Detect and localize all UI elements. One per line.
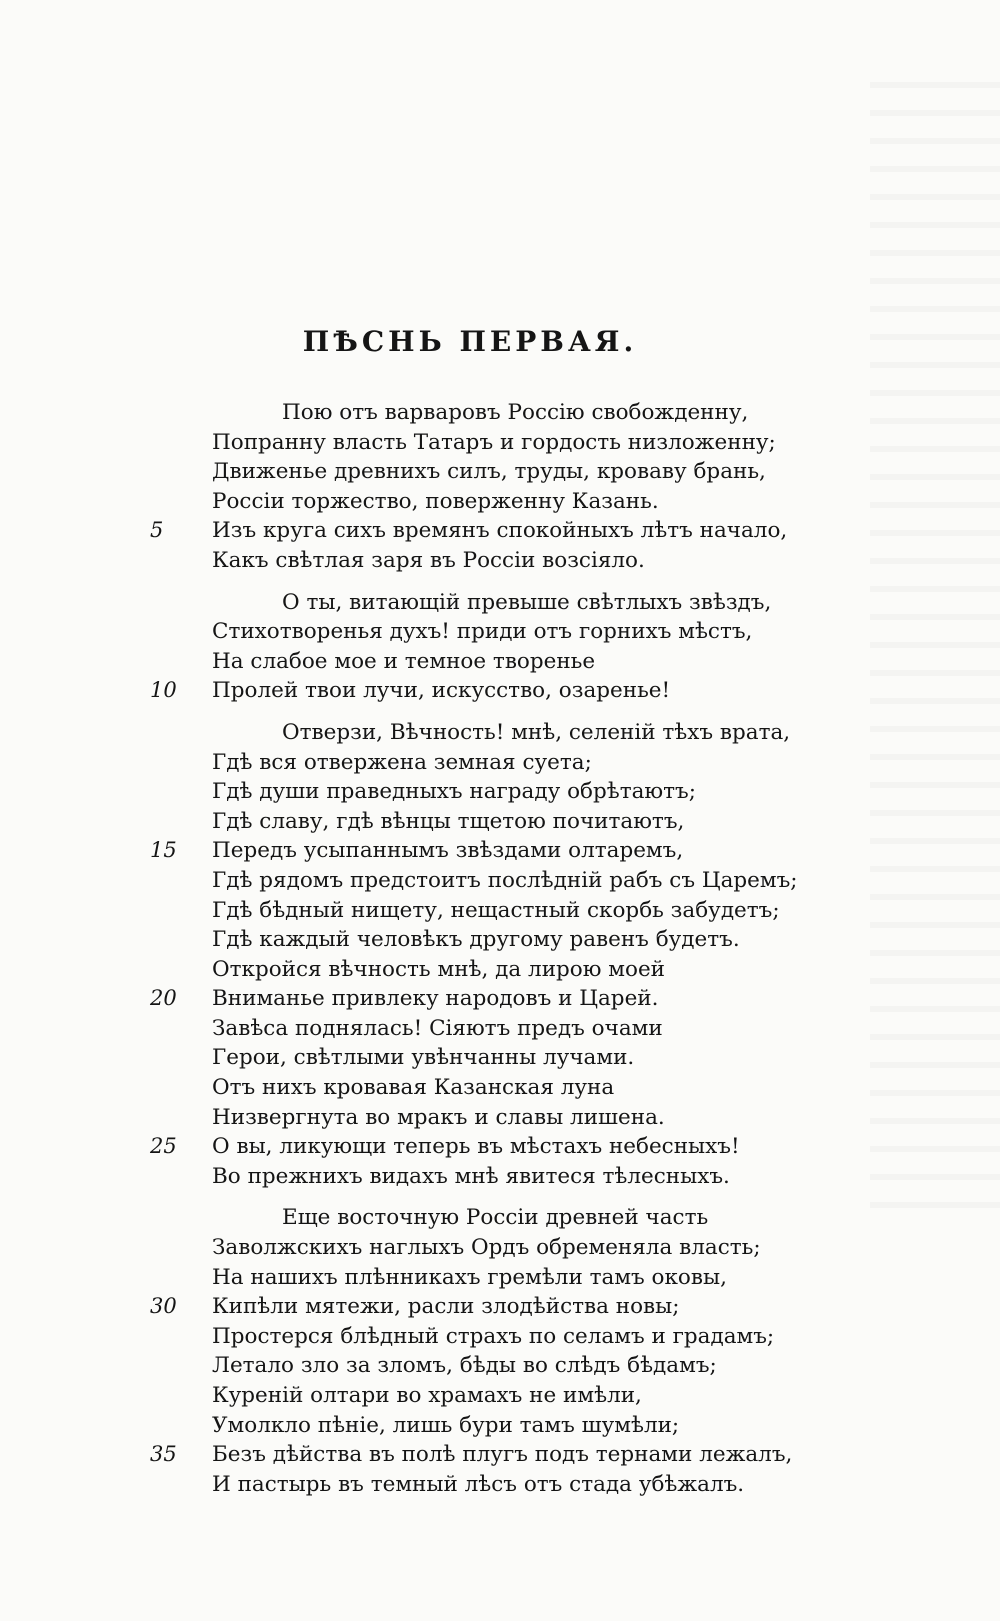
verse-text: Гдѣ бѣдный нищету, нещастный скорбь забудетъ; [212,897,780,923]
verse-text: Гдѣ души праведныхъ награду обрѣтаютъ; [212,779,696,805]
verse-line [0,487,1000,517]
verse-text: Пою отъ варваровъ Россію свобожденну, [282,400,749,425]
verse-text: Изъ круга сихъ времянъ спокойныхъ лѣтъ начало, [212,518,788,544]
verse-line [0,457,1000,487]
verse-text: О ты, витающій превыше свѣтлыхъ звѣздъ, [282,589,772,615]
verse-line [0,1043,1000,1073]
verse-text: Еще восточную Россіи древней часть [282,1205,709,1231]
verse-text: Гдѣ славу, гдѣ вѣнцы тщетою почитаютъ, [212,808,685,834]
verse-text: Отверзи, Вѣчность! мнѣ, селеній тѣхъ врата, [282,719,791,745]
verse-text: Россіи торжество, поверженну Казань. [212,488,659,514]
verse-line [0,647,1000,677]
verse-text: Вниманье привлеку народовъ и Царей. [212,986,659,1012]
verse-line [0,836,1000,866]
verse-line [0,1233,1000,1263]
verse-line [0,925,1000,955]
verse-text: Герои, свѣтлыми увѣнчанны лучами. [212,1045,635,1071]
stanza [0,398,1000,576]
verse-text: Простерся блѣдный страхъ по селамъ и градамъ; [212,1323,775,1349]
verse-line [0,1162,1000,1192]
verse-line [0,955,1000,985]
verse-line [0,718,1000,748]
line-number: 15 [150,838,177,863]
verse-text: Движенье древнихъ силъ, труды, кроваву брань, [212,459,766,485]
verse-line [0,1470,1000,1500]
verse-line [0,777,1000,807]
line-number: 5 [150,518,164,543]
verse-text: Безъ дѣйства въ полѣ плугъ подъ тернами лежалъ, [212,1442,793,1468]
verse-text: На слабое мое и темное творенье [212,648,596,674]
verse-text: Летало зло за зломъ, бѣды во слѣдъ бѣдамъ; [212,1353,717,1379]
line-number: 10 [150,678,177,703]
verse-line [0,1351,1000,1381]
verse-line [0,617,1000,647]
verse-line [0,1014,1000,1044]
verse-line [0,866,1000,896]
verse-line [0,516,1000,546]
verse-text: Куреній олтари во храмахъ не имѣли, [212,1383,642,1408]
stanza [0,588,1000,706]
verse-text: Гдѣ рядомъ предстоитъ послѣдній рабъ съ Царемъ; [212,867,798,893]
verse-text: Отъ нихъ кровавая Казанская луна [212,1075,615,1101]
verse-text: Гдѣ вся отвержена земная суета; [212,749,592,775]
verse-text: Попранну власть Татаръ и гордость низложенну; [212,429,776,455]
line-number: 25 [150,1134,177,1159]
verse-line [0,428,1000,458]
verse-text: Стихотворенья духъ! приди отъ горнихъ мѣстъ, [212,619,753,645]
verse-line [0,984,1000,1014]
verse-text: Пролей твои лучи, искусство, озаренье! [212,678,671,704]
verse-line [0,1411,1000,1441]
poem-body [0,398,1000,1608]
verse-text: Умолкло пѣніе, лишь бури тамъ шумѣли; [212,1412,680,1438]
canto-title: ПѢСНЬ ПЕРВАЯ. [302,325,638,358]
verse-line [0,1132,1000,1162]
verse-line [0,807,1000,837]
line-number: 30 [150,1294,177,1319]
verse-line [0,398,1000,428]
verse-line [0,1322,1000,1352]
verse-line [0,1263,1000,1293]
verse-text: Откройся вѣчность мнѣ, да лирою моей [212,956,666,982]
verse-line [0,1292,1000,1322]
verse-text: На нашихъ плѣнникахъ гремѣли тамъ оковы, [212,1264,727,1290]
verse-text: Заволжскихъ наглыхъ Ордъ обременяла власть; [212,1235,761,1261]
verse-text: Кипѣли мятежи, расли злодѣйства новы; [212,1294,680,1320]
verse-line [0,748,1000,778]
verse-text: Какъ свѣтлая заря въ Россіи возсіяло. [212,547,645,573]
stanza [0,718,1000,1192]
verse-line [0,896,1000,926]
verse-text: Низвергнута во мракъ и славы лишена. [212,1104,665,1130]
verse-text: И пастырь въ темный лѣсъ отъ стада убѣжалъ. [212,1471,745,1497]
verse-line [0,1381,1000,1411]
verse-text: Гдѣ каждый человѣкъ другому равенъ будетъ. [212,927,740,953]
line-number: 35 [150,1442,177,1467]
verse-line [0,1203,1000,1233]
verse-line [0,1073,1000,1103]
verse-text: Во прежнихъ видахъ мнѣ явитеся тѣлесныхъ. [212,1163,730,1189]
verse-line [0,546,1000,576]
line-number: 20 [150,986,177,1011]
verse-text: Завѣса поднялась! Сіяютъ предъ очами [212,1015,663,1041]
verse-line [0,1103,1000,1133]
verse-line [0,588,1000,618]
verse-line [0,1440,1000,1470]
verse-text: О вы, ликующи теперь въ мѣстахъ небесныхъ! [212,1134,740,1160]
verse-line [0,676,1000,706]
stanza [0,1203,1000,1499]
verse-text: Передъ усыпаннымъ звѣздами олтаремъ, [212,838,684,864]
